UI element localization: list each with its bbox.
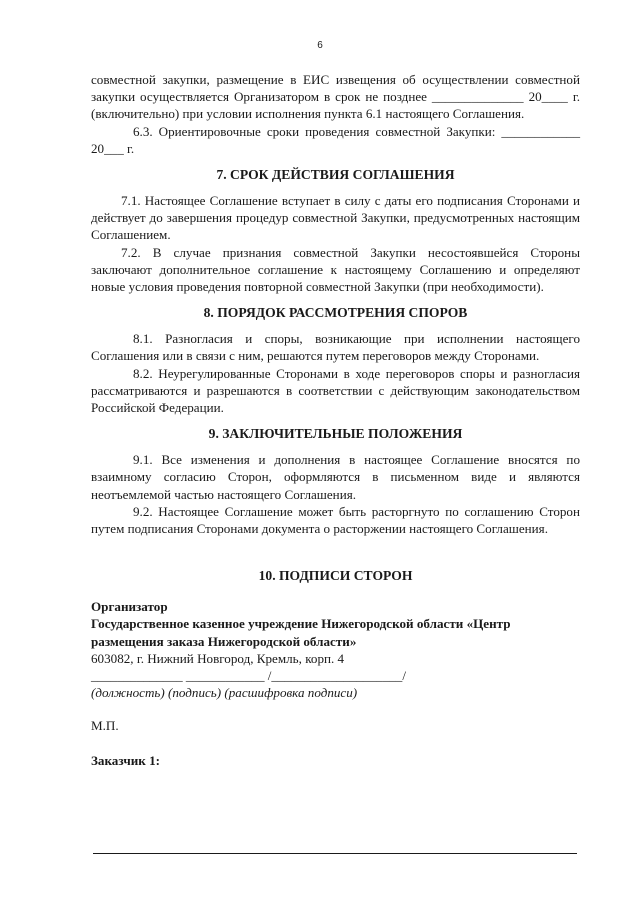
paragraph-8-2: 8.2. Неурегулированные Сторонами в ходе переговоров споры и разногласия рассматриваются и разрешаются в соответствии с действующим законодательством Российской Федерации. (91, 365, 580, 416)
document-body (91, 71, 580, 769)
page-number: 6 (317, 40, 323, 51)
signature-blanks: ______________ ____________ /____________________/ (91, 668, 406, 684)
paragraph-9-2: 9.2. Настоящее Соглашение может быть расторгнуто по соглашению Сторон путем подписания Сторонами документа о расторжении настоящего Соглашения. (91, 503, 580, 537)
paragraph-7-1: 7.1. Настоящее Соглашение вступает в силу с даты его подписания Сторонами и действует до завершения процедур совместной Закупки, предусмотренных настоящим Соглашением. (91, 193, 580, 243)
section-8-heading: 8. ПОРЯДОК РАССМОТРЕНИЯ СПОРОВ (203, 305, 468, 321)
organizer-address: 603082, г. Нижний Новгород, Кремль, корп. 4 (91, 650, 345, 666)
section-7-heading: 7. СРОК ДЕЙСТВИЯ СОГЛАШЕНИЯ (216, 167, 455, 183)
stamp-label: М.П. (91, 718, 119, 734)
paragraph-8-1: 8.1. Разногласия и споры, возникающие при исполнении настоящего Соглашения или в связи с ним, решаются путем переговоров между Сторонами. (91, 331, 580, 364)
signature-caption: (должность) (подпись) (расшифровка подписи) (91, 685, 358, 701)
customer-signature-line (93, 853, 577, 854)
organizer-name: Государственное казенное учреждение Нижегородской области «Центр размещения заказа Нижегородской области» (91, 616, 511, 649)
customer-label: Заказчик 1: (91, 752, 161, 768)
paragraph-7-2: 7.2. В случае признания совместной Закупки несостоявшейся Стороны заключают дополнительное соглашение к настоящему Соглашению и определяют новые условия проведения повторной совместной Закупки (при необходимости). (91, 244, 580, 295)
paragraph-6-3: 6.3. Ориентировочные сроки проведения совместной Закупки: ____________ 20___ г. (91, 123, 580, 156)
intro-paragraph: совместной закупки, размещение в ЕИС извещения об осуществлении совместной закупки осуществляется Организатором в срок не позднее ______________ 20____ г. (включительно) при условии исполнения пункта 6.1 настоящего Соглашения. (91, 72, 580, 122)
section-10-heading: 10. ПОДПИСИ СТОРОН (258, 568, 413, 584)
organizer-label: Организатор (91, 599, 168, 615)
section-9-heading: 9. ЗАКЛЮЧИТЕЛЬНЫЕ ПОЛОЖЕНИЯ (208, 426, 463, 442)
paragraph-9-1: 9.1. Все изменения и дополнения в настоящее Соглашение вносятся по взаимному согласию Сторон, оформляются в письменном виде и являются неотъемлемой частью настоящего Соглашения. (91, 452, 580, 502)
